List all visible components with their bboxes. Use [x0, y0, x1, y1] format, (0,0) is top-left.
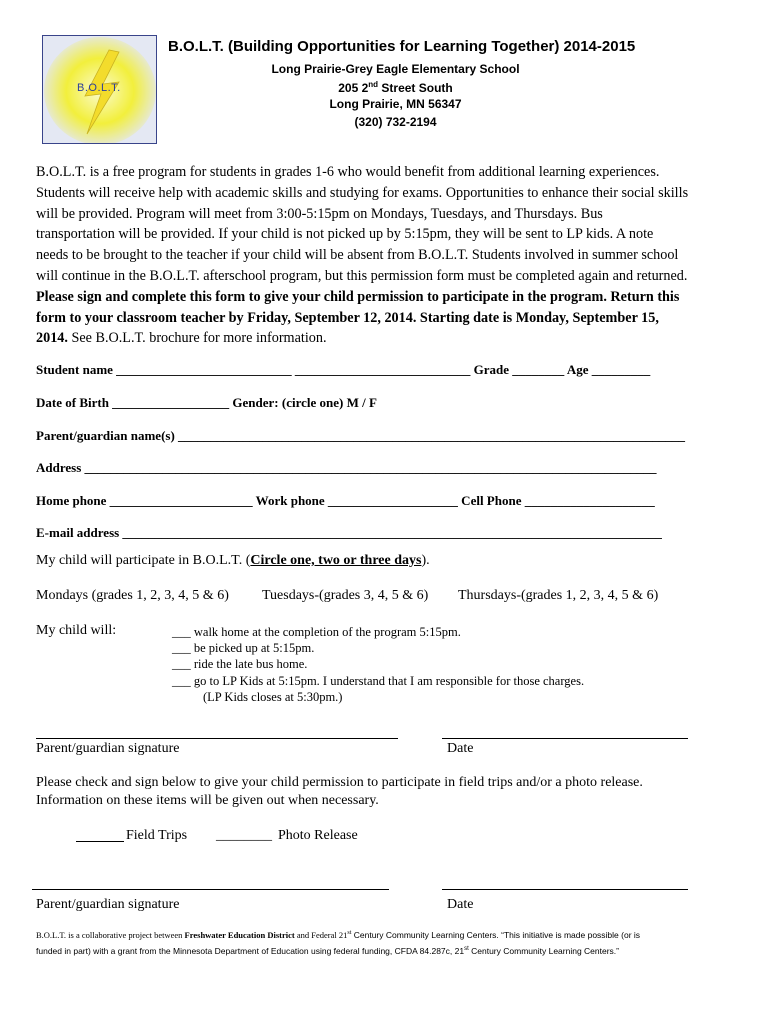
dismissal-option-pickup[interactable]: ___ be picked up at 5:15pm. [172, 641, 315, 655]
intro-line: transportation will be provided. If your child is not picked up by 5:15pm, they will be sent to LP kids. A note [36, 226, 654, 243]
date-label: Date [447, 741, 474, 756]
footer-line: funded in part) with a grant from the Minnesota Department of Education using federal funding, CFDA 84.287c, 21st Century Community Learning Centers.” [36, 946, 619, 956]
intro-line: B.O.L.T. is a free program for students in grades 1-6 who would benefit from additional learning experiences. [36, 164, 660, 180]
intro-bold-line: Please sign and complete this form to give your child permission to participate in the program. Return this [36, 288, 680, 305]
dismissal-option-lp-kids[interactable]: ___ go to LP Kids at 5:15pm. I understand that I am responsible for those charges. [172, 674, 585, 688]
signature-line[interactable] [32, 889, 389, 890]
footer-line: B.O.L.T. is a collaborative project between Freshwater Education District and Federal 21st Century Community Learning Centers. “This initiative is made possible (or is [36, 930, 641, 940]
date-label: Date [447, 897, 474, 912]
intro-line: needs to be brought to the teacher if your child will be absent from B.O.L.T. Students involved in summer school [36, 247, 679, 264]
school-phone: (320) 732-2194 [354, 115, 437, 129]
thursday-option[interactable]: Thursdays-(grades 1, 2, 3, 4, 5 & 6) [458, 588, 659, 603]
tuesday-option[interactable]: Tuesdays-(grades 3, 4, 5 & 6) [262, 588, 429, 603]
parent-name-field[interactable]: Parent/guardian name(s) ______________________________________________________________________________ [36, 428, 686, 443]
field-trips-checkbox-line[interactable] [76, 841, 124, 842]
intro-last-line: 2014. See B.O.L.T. brochure for more information. [36, 330, 327, 347]
page-title: B.O.L.T. (Building Opportunities for Learning Together) 2014-2015 [168, 38, 636, 55]
signature-label: Parent/guardian signature [36, 741, 180, 756]
dismissal-option-bus[interactable]: ___ ride the late bus home. [172, 657, 308, 671]
field-trips-label: Field Trips [126, 828, 188, 843]
phone-fields[interactable]: Home phone ______________________ Work phone ____________________ Cell Phone ____________________ [36, 493, 655, 508]
signature-line[interactable] [36, 738, 398, 739]
photo-release-label: Photo Release [278, 828, 358, 843]
email-field[interactable]: E-mail address ___________________________________________________________________________________ [36, 525, 662, 540]
address-field[interactable]: Address ________________________________________________________________________________________ [36, 460, 657, 475]
child-will-label: My child will: [36, 623, 117, 638]
intro-paragraph [36, 162, 736, 349]
participation-prompt: My child will participate in B.O.L.T. (Circle one, two or three days). [36, 553, 430, 568]
dob-gender-field[interactable]: Date of Birth __________________ Gender: (circle one) M / F [36, 395, 377, 410]
permission-line: Please check and sign below to give your child permission to participate in field trips and/or a photo release. [36, 775, 643, 790]
student-name-grade-age-field[interactable]: Student name ___________________________ ___________________________ Grade ________ Age _________ [36, 362, 651, 377]
intro-line: will continue in the B.O.L.T. afterschool program, but this permission form must be completed again and returned. [36, 267, 688, 284]
intro-line: Students will receive help with academic skills and studying for exams. Opportunities to enhance their social skills [36, 184, 689, 201]
school-name: Long Prairie-Grey Eagle Elementary School [271, 62, 520, 76]
dismissal-option-walk[interactable]: ___ walk home at the completion of the program 5:15pm. [172, 625, 461, 639]
photo-release-checkbox-line[interactable]: ________ [216, 828, 272, 843]
lp-kids-note: (LP Kids closes at 5:30pm.) [203, 690, 343, 704]
street-address: 205 2nd Street South [338, 80, 453, 95]
logo-text: B.O.L.T. [77, 82, 121, 94]
signature-label: Parent/guardian signature [36, 897, 180, 912]
intro-bold-line: form to your classroom teacher by Friday, September 12, 2014. Starting date is Monday, September 15, [36, 309, 659, 326]
intro-line: will be provided. Program will meet from 3:00-5:15pm on Mondays, Tuesdays, and Thursdays. Bus [36, 205, 603, 222]
permission-line: Information on these items will be given out when necessary. [36, 793, 379, 808]
city-address: Long Prairie, MN 56347 [329, 97, 462, 111]
date-line[interactable] [442, 889, 688, 890]
bolt-logo [42, 35, 157, 144]
date-line[interactable] [442, 738, 688, 739]
monday-option[interactable]: Mondays (grades 1, 2, 3, 4, 5 & 6) [36, 588, 229, 603]
